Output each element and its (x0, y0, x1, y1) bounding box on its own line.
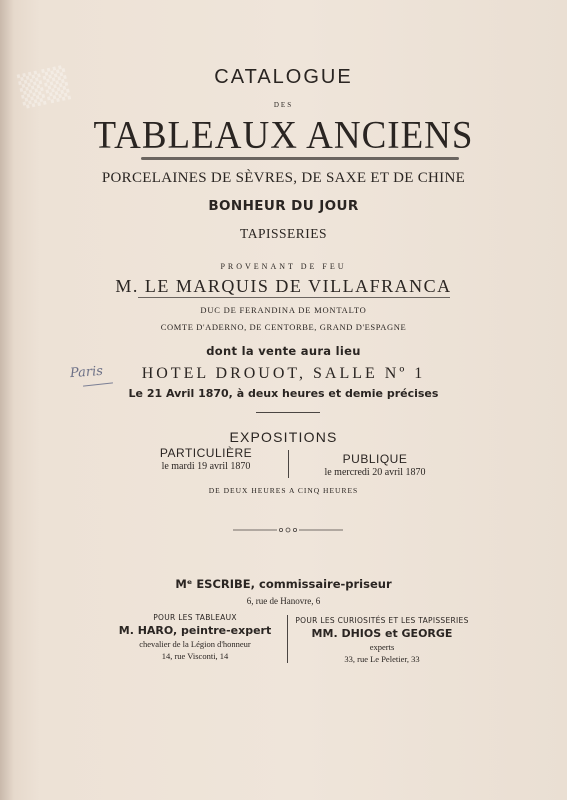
particuliere-date: le mardi 19 avril 1870 (161, 461, 251, 472)
haro-title: chevalier de la Légion d'honneur (139, 639, 251, 649)
comte-title: COMTE D'ADERNO, DE CENTORBE, GRAND D'ESPAGNE (160, 322, 407, 332)
expositions-heading: EXPOSITIONS (229, 429, 338, 445)
publique-label: PUBLIQUE (342, 452, 408, 466)
title-rule (141, 157, 459, 160)
experts-divider (287, 615, 288, 663)
commissaire-address: 6, rue de Hanovre, 6 (246, 596, 321, 606)
marquis-name: M. LE MARQUIS DE VILLAFRANCA (115, 276, 452, 296)
exposition-hours: DE DEUX HEURES A CINQ HEURES (208, 486, 359, 495)
publique-date: le mercredi 20 avril 1870 (324, 467, 426, 478)
main-title: TABLEAUX ANCIENS (93, 113, 474, 158)
particuliere-label: PARTICULIÈRE (159, 446, 253, 460)
vente-text: dont la vente aura lieu (206, 344, 361, 358)
exposition-publique (300, 452, 450, 478)
short-rule (256, 412, 320, 413)
marquis-rule (138, 297, 450, 298)
expert-curiosites (294, 616, 470, 664)
ornament-divider (233, 526, 343, 534)
dhios-address: 33, rue Le Peletier, 33 (344, 654, 420, 664)
hotel-location: HOTEL DROUOT, SALLE Nº 1 (141, 365, 426, 382)
des-label: DES (273, 101, 294, 109)
exposition-particuliere (136, 446, 276, 472)
commissaire-name: Mᵉ ESCRIBE, commissaire-priseur (175, 577, 392, 591)
tableaux-label: POUR LES TABLEAUX (153, 613, 237, 622)
subtitle-porcelaines: PORCELAINES DE SÈVRES, DE SAXE ET DE CHINE (101, 170, 466, 186)
dhios-george-name: MM. DHIOS et GEORGE (311, 627, 453, 640)
provenant-label: PROVENANT DE FEU (220, 262, 347, 271)
subtitle-tapisseries: TAPISSERIES (240, 226, 327, 241)
handwritten-underline (83, 382, 113, 386)
handwritten-annotation: Paris (69, 363, 104, 382)
sale-date: Le 21 Avril 1870, à deux heures et demie précises (128, 387, 439, 400)
experts-title: experts (369, 642, 395, 652)
haro-address: 14, rue Visconti, 14 (161, 651, 229, 661)
curiosites-label: POUR LES CURIOSITÉS ET LES TAPISSERIES (295, 616, 469, 625)
haro-name: M. HARO, peintre-expert (118, 624, 272, 637)
expert-tableaux (110, 613, 280, 661)
watermark-graphic: ▒▒ (16, 65, 74, 110)
subtitle-bonheur: BONHEUR DU JOUR (208, 198, 359, 214)
exposition-divider (288, 450, 289, 478)
catalogue-heading: CATALOGUE (214, 66, 353, 88)
duc-title: DUC DE FERANDINA DE MONTALTO (200, 305, 367, 315)
